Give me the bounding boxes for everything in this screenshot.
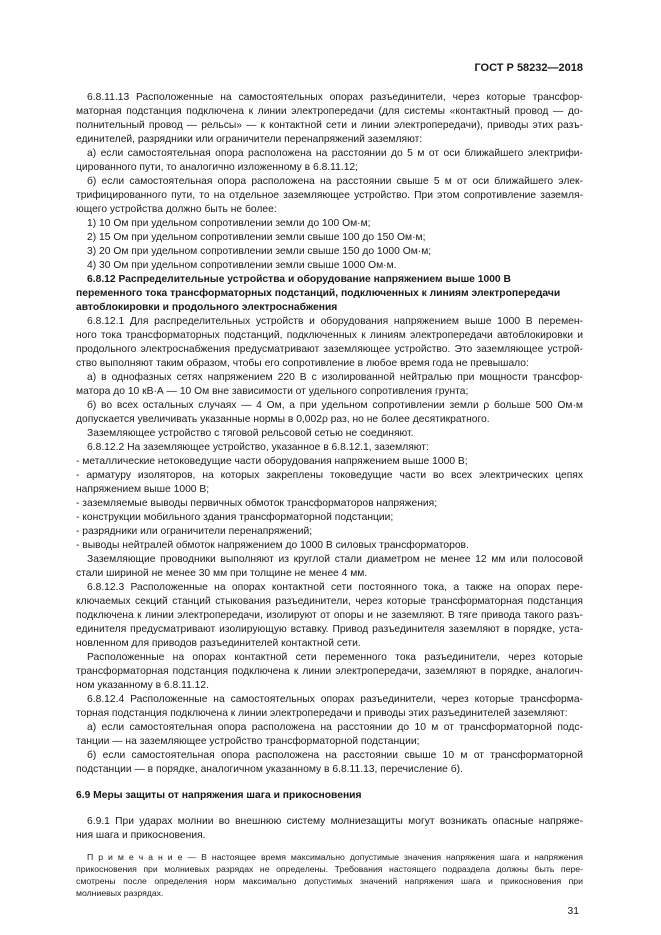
paragraph-line: 6.8.11.13 Расположенные на самостоятельных опорах разъединители, через которые трансфор- [87,92,583,103]
list-item: - разрядники или ограничители перенапряжений; [76,526,313,537]
note-line: П р и м е ч а н и е — В настоящее время максимально допустимые значения напряжения шага и напряжения [87,852,583,862]
paragraph-line: стали шириной не менее 30 мм при толщине не менее 4 мм. [76,568,368,579]
paragraph-line: Расположенные на опорах контактной сети переменного тока разъединители, через которые [87,652,583,663]
paragraph-line: ющего устройства должно быть не более: [76,204,277,215]
paragraph-line: 6.8.12.2 На заземляющее устройство, указанное в 6.8.12.1, заземляют: [87,442,429,453]
paragraph-line: 6.9.1 При ударах молнии во внешнюю систему молниезащиты могут возникать опасные напряже- [87,816,583,827]
paragraph-line: а) в однофазных сетях напряжением 220 В с изолированной нейтралью при мощности трансфор- [87,372,583,383]
paragraph-line: ния шага и прикосновения. [76,830,206,841]
paragraph-line: Заземляющее устройство с тяговой рельсовой сетью не соединяют. [87,428,414,439]
paragraph-line: а) если самостоятельная опора расположена на расстоянии до 10 м от трансформаторной подс- [87,722,583,733]
paragraph-line: б) во всех остальных случаях — 4 Ом, а при удельном сопротивлении земли ρ больше 500 Ом·м [87,400,583,411]
section-heading: 6.8.12 Распределительные устройства и оборудование напряжением выше 1000 В [87,274,511,285]
paragraph-line: новленном для приводов разъединителей контактной сети. [76,638,361,649]
list-item: - заземляемые выводы первичных обмоток трансформаторов напряжения; [76,498,438,509]
paragraph-line: трифицированного пути, то на отдельное заземляющее устройство. При этом сопротивление заземля- [76,190,583,201]
list-item: 4) 30 Ом при удельном сопротивлении земли свыше 1000 Ом·м. [87,260,397,271]
paragraph-line: торная подстанция подключена к линии электропередачи и приводы этих разъединителей заземляют: [76,708,568,719]
paragraph-line: маторная подстанция подключена к линии электропередачи (для системы «контактный провод — до- [76,106,583,117]
list-item: - металлические нетоковедущие части оборудования напряжением выше 1000 В; [76,456,468,467]
note-line: прикосновения при молниевых разрядах не определены. Требования настоящего подраздела должны быть пере- [76,864,583,874]
standard-header: ГОСТ Р 58232—2018 [474,62,583,74]
paragraph-line: трансформаторная подстанция подключена к линии электропередачи, заземляют в порядке, аналогич- [76,666,583,677]
paragraph-line: единителей, разрядники или ограничители перенапряжений заземляют: [76,134,423,145]
page-number: 31 [567,906,579,917]
paragraph-line: 6.8.12.1 Для распределительных устройств и оборудования напряжением выше 1000 В перемен- [87,316,583,327]
paragraph-line: подключена к линии электропередачи, изолируют от опоры и не заземляют. В тяге привода такого разъ- [76,610,583,621]
paragraph-line: ство выполняют таким образом, чтобы его сопротивление в любое время года не превышало: [76,358,529,369]
list-item: 2) 15 Ом при удельном сопротивлении земли свыше 100 до 150 Ом·м; [87,232,426,243]
list-item: 1) 10 Ом при удельном сопротивлении земли до 100 Ом·м; [87,218,371,229]
paragraph-line: цированного пути, то аналогично изложенному в 6.8.11.12; [76,162,359,173]
list-item: напряжением выше 1000 В; [76,484,210,495]
note-line: смотрены после определения норм максимально допустимых значений напряжения шага и прикосновения при [76,876,583,886]
paragraph-line: Заземляющие проводники выполняют из круглой стали диаметром не менее 12 мм или полосовой [87,554,583,565]
paragraph-line: танции — на заземляющее устройство трансформаторной подстанции; [76,736,420,747]
section-heading: 6.9 Меры защиты от напряжения шага и прикосновения [76,790,362,801]
paragraph-line: ключаемых секций станций стыкования разъединители, через которые трансформаторная подстанция [76,596,583,607]
paragraph-line: единителя предусматривают изолирующую вставку. Привод разъединителя заземляют в порядке, уста- [76,624,583,635]
paragraph-line: ном указанному в 6.8.11.12. [76,680,209,691]
paragraph-line: 6.8.12.3 Расположенные на опорах контактной сети постоянного тока, а также на опорах пере- [87,582,583,593]
paragraph-line: матора до 10 кВ·А — 10 Ом вне зависимости от удельного сопротивления грунта; [76,386,469,397]
paragraph-line: ного тока трансформаторных подстанций, подключенных к линиям электропередачи автоблокировки и [76,330,583,341]
section-heading: автоблокировки и продольного электроснабжения [76,302,338,313]
paragraph-line: 6.8.12.4 Расположенные на самостоятельных опорах разъединители, через которые трансформа- [87,694,583,705]
list-item: 3) 20 Ом при удельном сопротивлении земли свыше 150 до 1000 Ом·м; [87,246,432,257]
list-item: - конструкции мобильного здания трансформаторной подстанции; [76,512,394,523]
paragraph-line: продольного электроснабжения предусматривают заземляющее устройство. Это заземляющее устрой- [76,344,583,355]
paragraph-line: подстанции — в порядке, аналогичном указанному в 6.8.11.13, перечисление б). [76,764,463,775]
list-item: - арматуру изоляторов, на которых закреплены токоведущие части во всех электрических цепях [76,470,583,481]
paragraph-line: полнительный провод — рельсы» — к контактной сети и линии электропередачи), приводы этих разъ- [76,120,583,131]
paragraph-line: б) если самостоятельная опора расположена на расстоянии свыше 5 м от оси ближайшего элек- [87,176,583,187]
list-item: - выводы нейтралей обмоток напряжением до 1000 В силовых трансформаторов. [76,540,469,551]
note-line: молниевых разрядах. [76,888,164,898]
section-heading: переменного тока трансформаторных подстанций, подключенных к линиям электропередачи [76,288,561,299]
paragraph-line: б) если самостоятельная опора расположена на расстоянии свыше 10 м от трансформаторной [87,750,583,761]
paragraph-line: а) если самостоятельная опора расположена на расстоянии до 5 м от оси ближайшего электрифи- [87,148,583,159]
paragraph-line: допускается увеличивать указанные нормы в 0,002ρ раз, но не более десятикратного. [76,414,490,425]
